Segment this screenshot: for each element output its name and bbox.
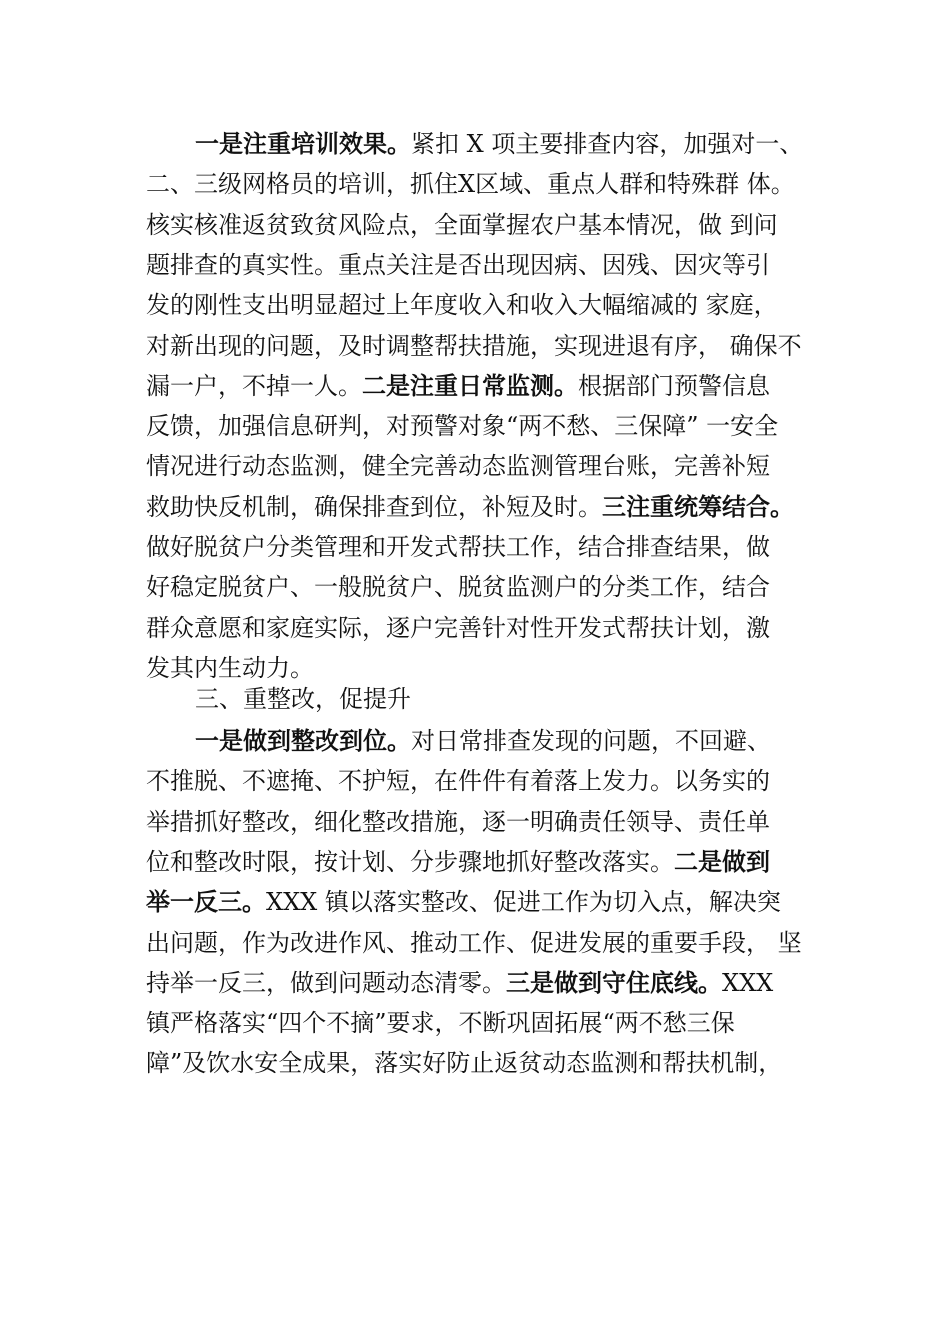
text-line [146, 765, 770, 797]
text-line [146, 927, 802, 959]
text-line [146, 612, 770, 644]
text-run: XXX 镇以落实整改、促进工作为切入点，解决突 [266, 888, 781, 917]
bold-lead-phrase: 一是注重培训效果。 [195, 130, 411, 158]
text-line [146, 531, 770, 563]
text-line [146, 491, 794, 523]
text-line [146, 168, 795, 200]
text-run: 漏一户，不掉一人。 [146, 371, 362, 400]
text-line [146, 571, 770, 603]
text-run: 障”及饮水安全成果，落实好防止返贫动态监测和帮扶机制， [146, 1049, 783, 1078]
bold-lead-phrase: 三注重统筹结合。 [602, 492, 794, 521]
text-line [195, 725, 771, 757]
text-run: 镇严格落实“四个不摘”要求，不断巩固拓展“两不愁三保 [146, 1009, 735, 1038]
text-run: 救助快反机制，确保排查到位，补短及时。 [146, 492, 602, 521]
text-run: 二、三级网格员的培训，抓住X区域、重点人群和特殊群 体。 [146, 170, 795, 199]
bold-lead-phrase: 二是注重日常监测。 [362, 371, 578, 400]
text-line [146, 410, 778, 442]
text-line [146, 450, 770, 482]
text-line [146, 846, 770, 878]
bold-lead-phrase: 三是做到守住底线。 [506, 968, 722, 997]
text-line [146, 209, 778, 241]
text-run: 紧扣 X 项主要排查内容，加强对一、 [411, 130, 804, 158]
text-line [146, 249, 770, 281]
text-run: 不推脱、不遮掩、不护短，在件件有着落上发力。以务实的 [146, 767, 770, 796]
text-run: 出问题，作为改进作风、推动工作、促进发展的重要手段， 坚 [146, 928, 802, 957]
text-run: 群众意愿和家庭实际，逐户完善针对性开发式帮扶计划，激 [146, 613, 770, 642]
text-line [146, 806, 770, 838]
text-line [146, 1007, 735, 1039]
bold-lead-phrase: 一是做到整改到位。 [195, 727, 411, 755]
text-line [146, 1047, 782, 1079]
text-run: 核实核准返贫致贫风险点，全面掌握农户基本情况，做 到问 [146, 210, 778, 239]
text-line [146, 967, 773, 999]
text-run: 发其内生动力。 [146, 653, 314, 682]
bold-lead-phrase: 二是做到 [674, 847, 770, 876]
text-line [146, 370, 770, 402]
text-run: 好稳定脱贫户、一般脱贫户、脱贫监测户的分类工作，结合 [146, 573, 770, 602]
text-line [146, 289, 778, 321]
text-run: 情况进行动态监测，健全完善动态监测管理台账，完善补短 [146, 452, 770, 481]
text-run: 持举一反三，做到问题动态清零。 [146, 968, 506, 997]
text-run: 位和整改时限，按计划、分步骤地抓好整改落实。 [146, 847, 674, 876]
bold-lead-phrase: 举一反三。 [146, 888, 266, 917]
text-run: 题排查的真实性。重点关注是否出现因病、因残、因灾等引 [146, 250, 770, 279]
text-line [146, 886, 781, 918]
text-line [146, 330, 802, 362]
text-line [146, 652, 314, 684]
text-run: 反馈，加强信息研判，对预警对象“两不愁、三保障” 一安全 [146, 412, 779, 441]
text-run: 举措抓好整改，细化整改措施，逐一明确责任领导、责任单 [146, 807, 770, 836]
text-run: XXX [722, 968, 774, 997]
text-run: 发的刚性支出明显超过上年度收入和收入大幅缩减的 家庭， [146, 291, 778, 320]
text-run: 做好脱贫户分类管理和开发式帮扶工作，结合排查结果，做 [146, 533, 770, 561]
text-run: 对日常排查发现的问题，不回避、 [411, 727, 771, 755]
section-heading: 三、重整改，促提升 [195, 685, 411, 713]
text-run: 根据部门预警信息 [578, 371, 770, 400]
text-run: 对新出现的问题，及时调整帮扶措施，实现进退有序， 确保不 [146, 331, 802, 360]
text-line [195, 128, 803, 160]
